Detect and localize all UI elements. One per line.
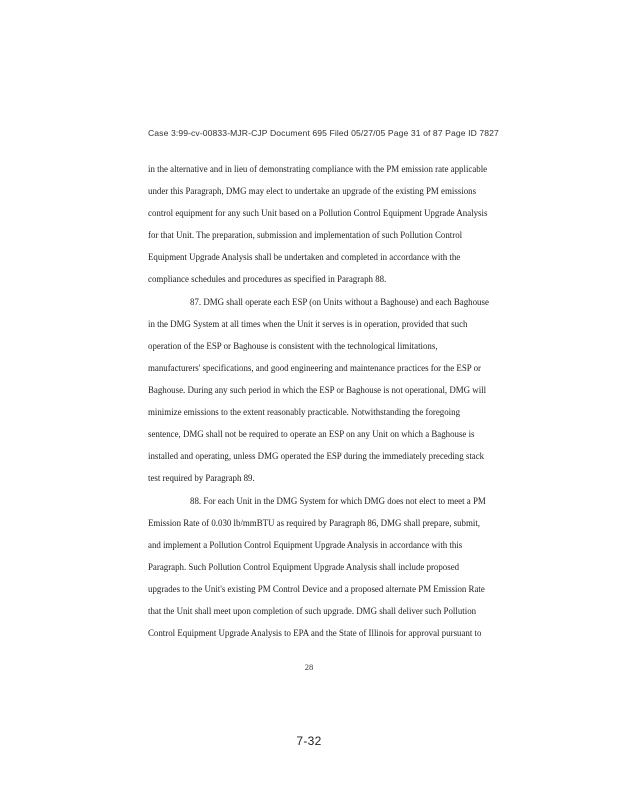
case-header: Case 3:99-cv-00833-MJR-CJP Document 695 Filed 05/27/05 Page 31 of 87 Page ID 7827	[148, 128, 499, 138]
body-line: for that Unit. The preparation, submission and implementation of such Pollution Control	[148, 230, 463, 240]
body-line: in the alternative and in lieu of demonstrating compliance with the PM emission rate applicable	[148, 164, 488, 174]
body-line: under this Paragraph, DMG may elect to undertake an upgrade of the existing PM emissions	[148, 186, 477, 196]
body-line: test required by Paragraph 89.	[148, 473, 255, 483]
body-line: manufacturers' specifications, and good engineering and maintenance practices for the ESP or	[148, 363, 481, 373]
body-line: upgrades to the Unit's existing PM Control Device and a proposed alternate PM Emission Rate	[148, 584, 485, 594]
body-line: compliance schedules and procedures as specified in Paragraph 88.	[148, 274, 387, 284]
body-line: Paragraph. Such Pollution Control Equipment Upgrade Analysis shall include proposed	[148, 562, 460, 572]
body-line: 88. For each Unit in the DMG System for which DMG does not elect to meet a PM	[190, 496, 486, 506]
body-line: in the DMG System at all times when the Unit it serves is in operation, provided that such	[148, 319, 468, 329]
body-line: installed and operating, unless DMG operated the ESP during the immediately preceding stack	[148, 451, 485, 461]
body-line: control equipment for any such Unit based on a Pollution Control Equipment Upgrade Analysis	[148, 208, 488, 218]
body-line: Emission Rate of 0.030 lb/mmBTU as required by Paragraph 86, DMG shall prepare, submit,	[148, 518, 481, 528]
body-line: minimize emissions to the extent reasonably practicable. Notwithstanding the foregoing	[148, 407, 461, 417]
body-line: that the Unit shall meet upon completion of such upgrade. DMG shall deliver such Pollution	[148, 606, 477, 616]
body-line: Baghouse. During any such period in which the ESP or Baghouse is not operational, DMG will	[148, 385, 487, 395]
body-line: operation of the ESP or Baghouse is consistent with the technological limitations,	[148, 341, 438, 351]
body-line: Control Equipment Upgrade Analysis to EPA and the State of Illinois for approval pursuant to	[148, 628, 482, 638]
body-line: and implement a Pollution Control Equipment Upgrade Analysis in accordance with this	[148, 540, 463, 550]
exhibit-number: 7-32	[296, 734, 322, 748]
body-line: sentence, DMG shall not be required to operate an ESP on any Unit on which a Baghouse is	[148, 429, 475, 439]
body-line: Equipment Upgrade Analysis shall be undertaken and completed in accordance with the	[148, 252, 461, 262]
page-number: 28	[304, 662, 314, 672]
body-line: 87. DMG shall operate each ESP (on Units without a Baghouse) and each Baghouse	[190, 297, 489, 307]
